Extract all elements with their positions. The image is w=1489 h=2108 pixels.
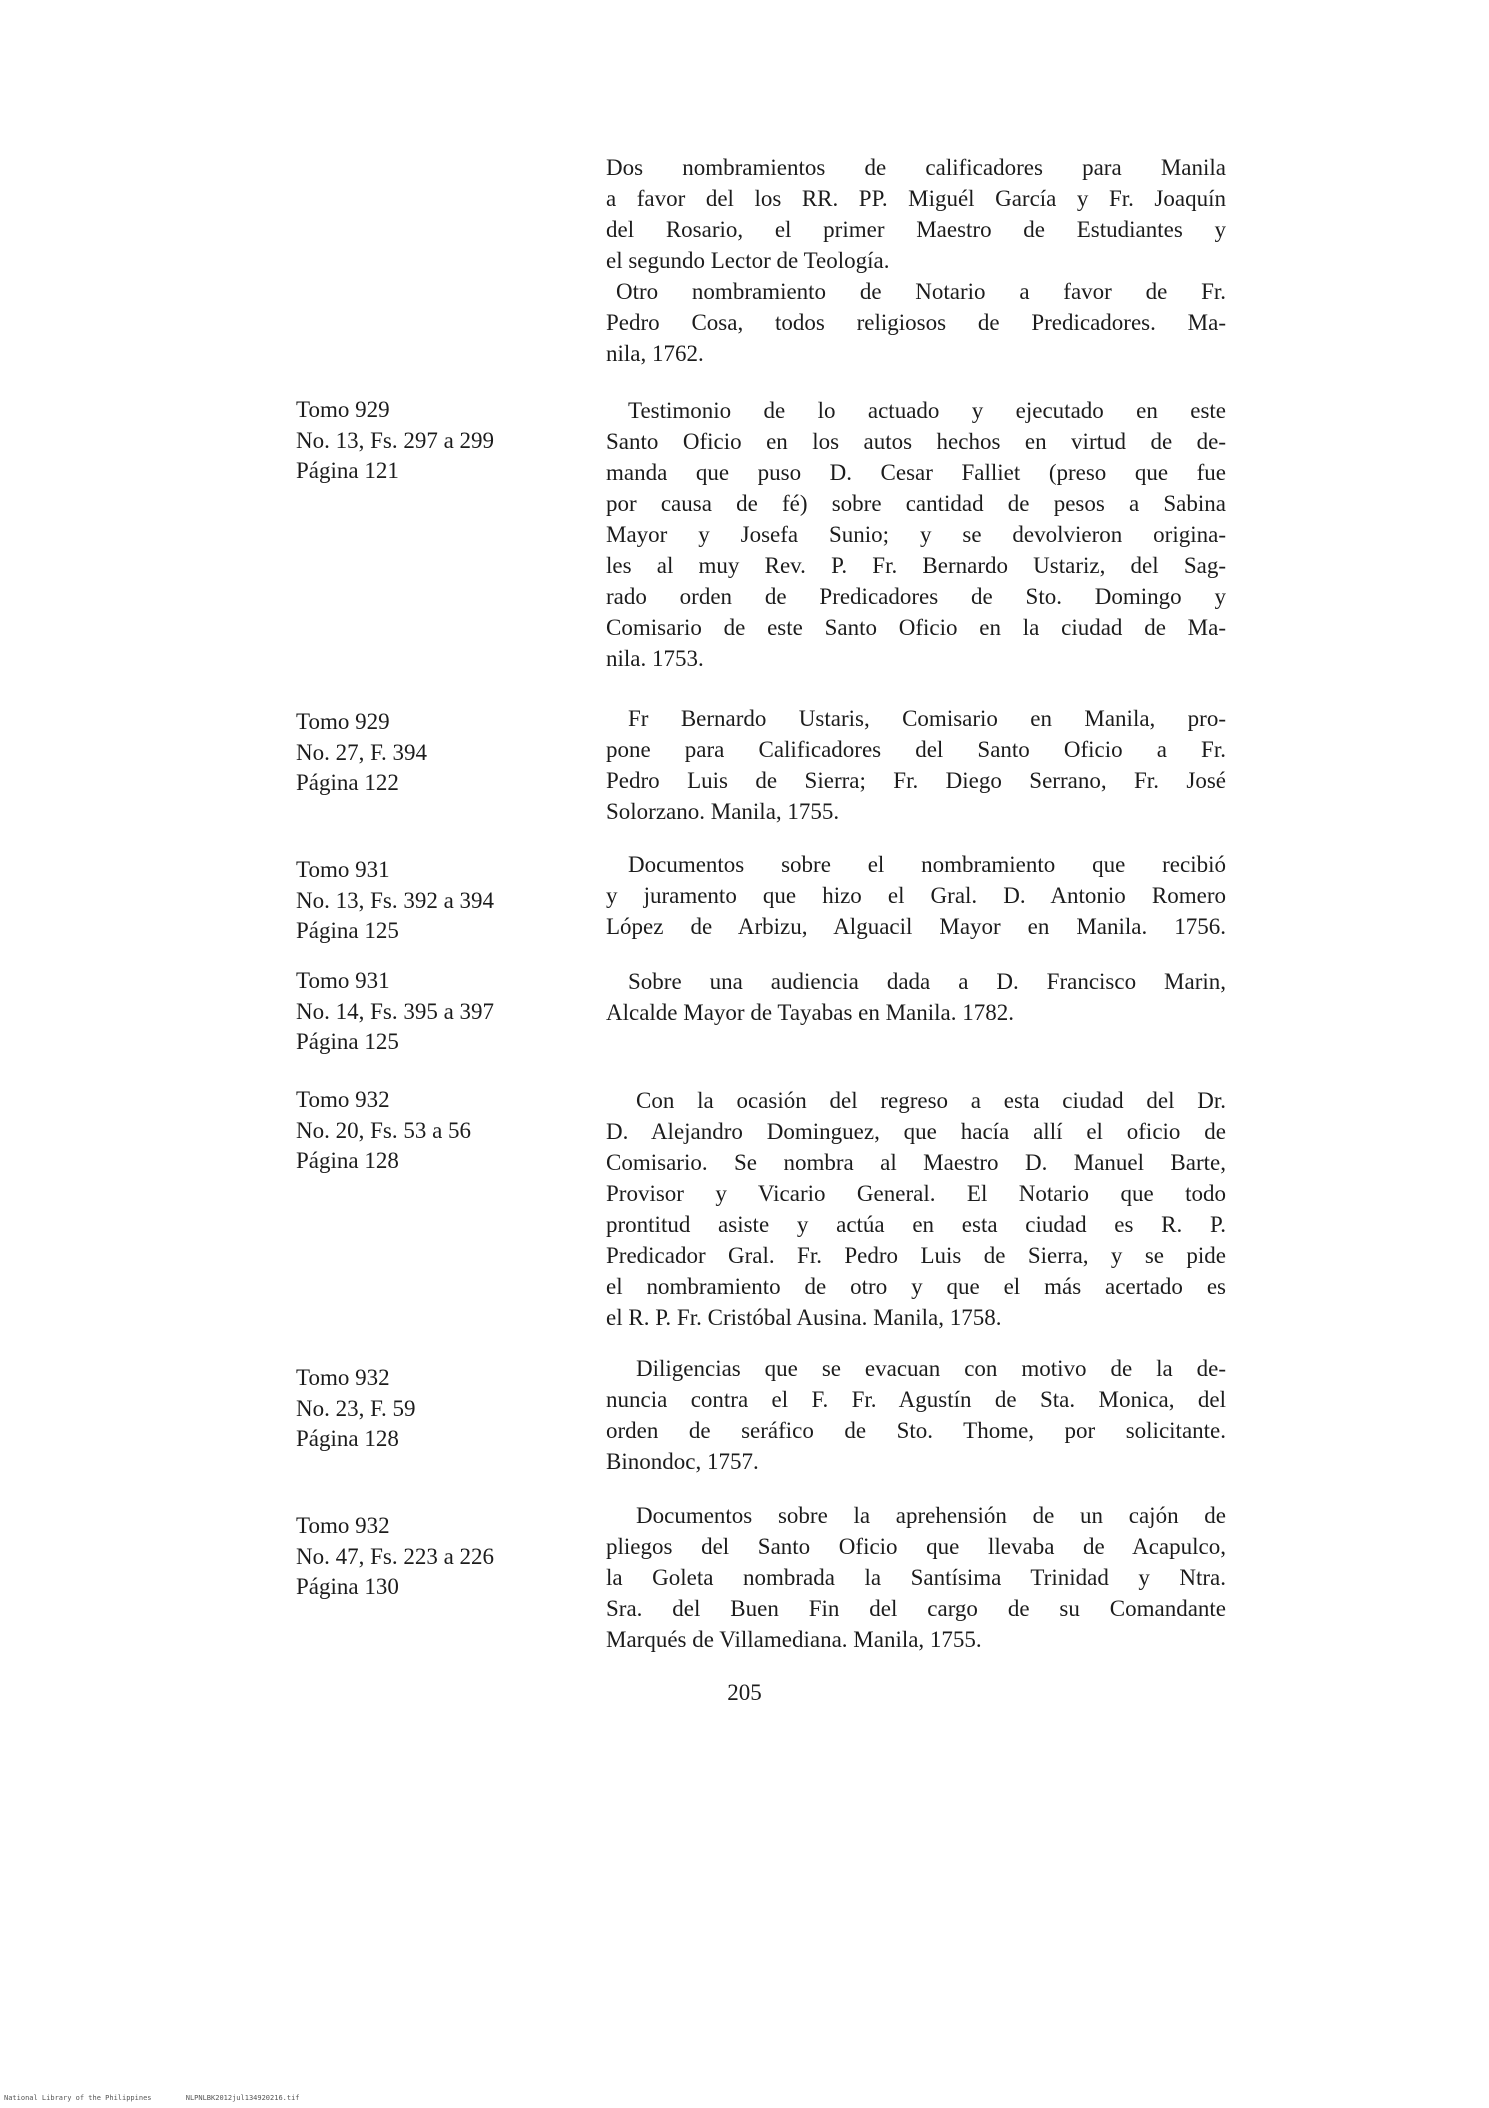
pagina-label: Página 125 (296, 918, 399, 943)
text-line: pone para Calificadores del Santo Oficio a Fr. (606, 737, 1226, 762)
folio-label: No. 23, F. 59 (296, 1395, 416, 1421)
text-line: Marqués de Villamediana. Manila, 1755. (606, 1627, 982, 1652)
folio-label: No. 20, Fs. 53 a 56 (296, 1117, 472, 1143)
entry-reference-3 (296, 855, 596, 947)
text-line: rado orden de Predicadores de Sto. Domingo y (606, 584, 1226, 609)
text-line: el nombramiento de otro y que el más acertado es (606, 1274, 1226, 1299)
tomo-label: Tomo 929 (296, 397, 390, 422)
entry-reference-6 (296, 1363, 596, 1455)
text-line: Diligencias que se evacuan con motivo de la de- (636, 1356, 1226, 1381)
footer-source: National Library of the Philippines (4, 2094, 152, 2102)
text-line: Comisario. Se nombra al Maestro D. Manuel Barte, (606, 1150, 1226, 1175)
folio-label: No. 14, Fs. 395 a 397 (296, 998, 495, 1024)
text-line: y juramento que hizo el Gral. D. Antonio Romero (606, 883, 1226, 908)
text-line: Comisario de este Santo Oficio en la ciudad de Ma- (606, 615, 1226, 640)
text-line: Sobre una audiencia dada a D. Francisco Marin, (628, 969, 1226, 994)
pagina-label: Página 128 (296, 1148, 399, 1173)
text-line: nila. 1753. (606, 646, 704, 671)
folio-label: No. 27, F. 394 (296, 739, 428, 765)
text-line: nuncia contra el F. Fr. Agustín de Sta. Monica, del (606, 1387, 1226, 1412)
tomo-label: Tomo 932 (296, 1513, 390, 1538)
entry-description-3 (606, 849, 1226, 942)
text-line: les al muy Rev. P. Fr. Bernardo Ustariz, del Sag- (606, 553, 1226, 578)
text-line: Otro nombramiento de Notario a favor de Fr. (616, 279, 1226, 304)
text-line: Documentos sobre el nombramiento que recibió (628, 852, 1226, 877)
text-line: nila, 1762. (606, 341, 704, 366)
text-line: Dos nombramientos de calificadores para Manila (606, 155, 1226, 180)
text-line: Solorzano. Manila, 1755. (606, 799, 840, 824)
tomo-label: Tomo 929 (296, 709, 390, 734)
entry-description-4 (606, 966, 1226, 1028)
text-line: Con la ocasión del regreso a esta ciudad del Dr. (636, 1088, 1226, 1113)
text-line: orden de seráfico de Sto. Thome, por solicitante. (606, 1418, 1226, 1443)
tomo-label: Tomo 932 (296, 1365, 390, 1390)
entry-reference-2 (296, 707, 596, 799)
entry-description-2 (606, 703, 1226, 827)
entry-reference-7 (296, 1511, 596, 1603)
tomo-label: Tomo 931 (296, 968, 390, 993)
folio-label: No. 47, Fs. 223 a 226 (296, 1543, 495, 1569)
pagina-label: Página 130 (296, 1574, 399, 1599)
text-line: Binondoc, 1757. (606, 1449, 759, 1474)
entry-reference-1 (296, 395, 596, 487)
text-line: el R. P. Fr. Cristóbal Ausina. Manila, 1758. (606, 1305, 1002, 1330)
text-line: Santo Oficio en los autos hechos en virtud de de- (606, 429, 1226, 454)
footer-filename: NLPNLBK2012jul134920216.tif (185, 2094, 300, 2102)
page-number: 205 (727, 1680, 762, 1705)
text-line: Fr Bernardo Ustaris, Comisario en Manila, pro- (628, 706, 1226, 731)
text-line: el segundo Lector de Teología. (606, 248, 890, 273)
text-line: del Rosario, el primer Maestro de Estudiantes y (606, 217, 1226, 242)
entry-reference-5 (296, 1085, 596, 1177)
text-line: López de Arbizu, Alguacil Mayor en Manila. 1756. (606, 914, 1226, 939)
folio-label: No. 13, Fs. 297 a 299 (296, 427, 495, 453)
pagina-label: Página 121 (296, 458, 399, 483)
entry-reference-4 (296, 966, 596, 1058)
text-line: Predicador Gral. Fr. Pedro Luis de Sierra, y se pide (606, 1243, 1226, 1268)
text-line: Sra. del Buen Fin del cargo de su Comandante (606, 1596, 1226, 1621)
entry-description-5 (606, 1085, 1226, 1333)
text-line: prontitud asiste y actúa en esta ciudad es R. P. (606, 1212, 1226, 1237)
text-line: D. Alejandro Dominguez, que hacía allí el oficio de (606, 1119, 1226, 1144)
text-line: pliegos del Santo Oficio que llevaba de Acapulco, (606, 1534, 1226, 1559)
pagina-label: Página 122 (296, 770, 399, 795)
text-line: Alcalde Mayor de Tayabas en Manila. 1782. (606, 1000, 1015, 1025)
text-line: Provisor y Vicario General. El Notario que todo (606, 1181, 1226, 1206)
tomo-label: Tomo 931 (296, 857, 390, 882)
tomo-label: Tomo 932 (296, 1087, 390, 1112)
entry-description-0 (606, 152, 1226, 369)
text-line: Pedro Cosa, todos religiosos de Predicadores. Ma- (606, 310, 1226, 335)
text-line: manda que puso D. Cesar Falliet (preso que fue (606, 460, 1226, 485)
text-line: Mayor y Josefa Sunio; y se devolvieron origina- (606, 522, 1226, 547)
entry-description-6 (606, 1353, 1226, 1477)
text-line: Testimonio de lo actuado y ejecutado en este (628, 398, 1226, 423)
pagina-label: Página 128 (296, 1426, 399, 1451)
text-line: la Goleta nombrada la Santísima Trinidad y Ntra. (606, 1565, 1226, 1590)
folio-label: No. 13, Fs. 392 a 394 (296, 887, 495, 913)
entry-description-1 (606, 395, 1226, 674)
text-line: Pedro Luis de Sierra; Fr. Diego Serrano, Fr. José (606, 768, 1226, 793)
text-line: a favor del los RR. PP. Miguél García y Fr. Joaquín (606, 186, 1226, 211)
text-line: Documentos sobre la aprehensión de un cajón de (636, 1503, 1226, 1528)
pagina-label: Página 125 (296, 1029, 399, 1054)
text-line: por causa de fé) sobre cantidad de pesos a Sabina (606, 491, 1226, 516)
scan-footer (4, 2094, 330, 2102)
entry-description-7 (606, 1500, 1226, 1655)
